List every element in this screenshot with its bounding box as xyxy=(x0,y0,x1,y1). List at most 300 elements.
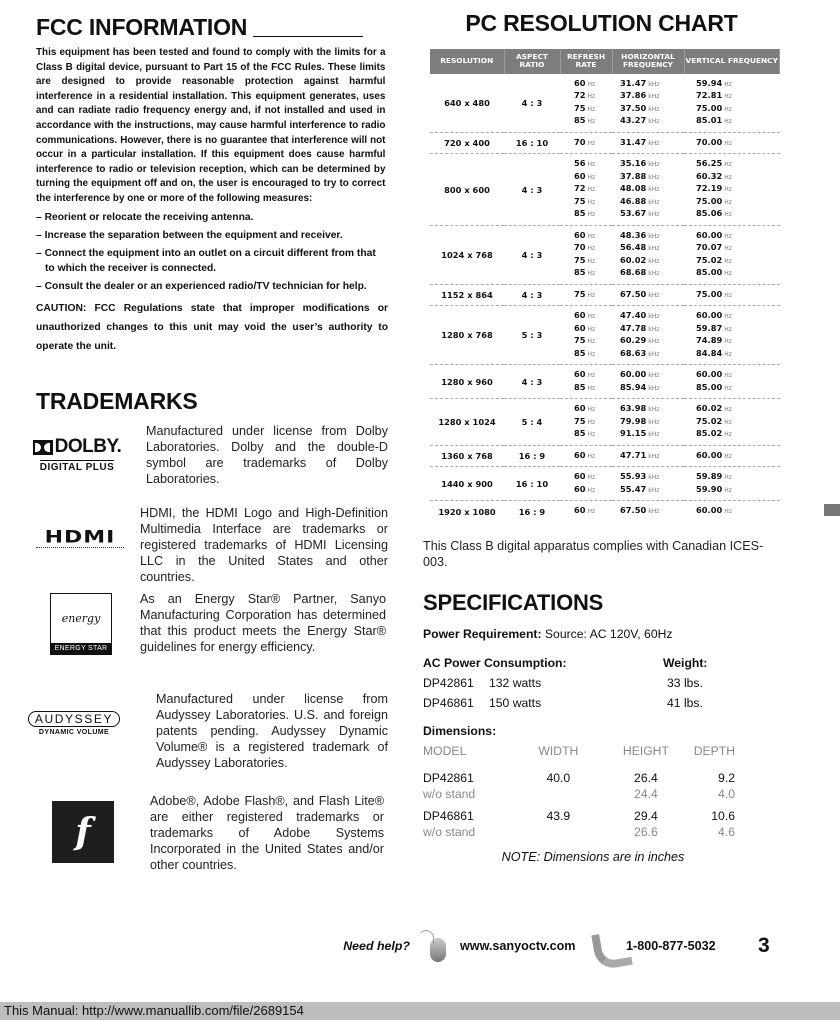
unit-label: kHz xyxy=(648,173,660,181)
vertical-frequency-value: 70.07 xyxy=(696,242,723,253)
refresh-rate-value: 72 xyxy=(574,90,586,101)
resolution-cell: 1280 x 960 xyxy=(430,365,504,399)
audyssey-text: Manufactured under license from Audyssey Laboratories. U.S. and foreign patents pending. Audyssey Dynamic Volume® is a registered trademark of Audyssey Laboratories. xyxy=(156,691,388,771)
unit-label: kHz xyxy=(648,418,660,426)
vertical-frequency-value: 59.94 xyxy=(696,77,723,88)
refresh-rate-value: 60 xyxy=(574,229,586,240)
vertical-frequency xyxy=(684,154,780,226)
resolution-cell: 1360 x 768 xyxy=(430,445,504,467)
measure-item: – Increase the separation between the equipment and receiver. xyxy=(36,229,343,241)
col-header: VERTICAL FREQUENCY xyxy=(684,49,780,74)
refresh-rate-value: 56 xyxy=(574,158,586,169)
table-row xyxy=(430,399,780,446)
vertical-frequency-value: 60.00 xyxy=(696,449,723,460)
unit-label: Hz xyxy=(724,80,732,88)
table-row xyxy=(430,445,780,467)
refresh-rate-value: 72 xyxy=(574,183,586,194)
vertical-frequency xyxy=(684,445,780,467)
side-tab-marker xyxy=(824,504,840,516)
refresh-rate xyxy=(560,306,612,365)
horizontal-frequency-value: 68.63 xyxy=(620,347,647,358)
unit-label: Hz xyxy=(587,257,596,265)
col-header: RESOLUTION xyxy=(430,49,504,74)
audyssey-logo-word: AUDYSSEY xyxy=(28,711,120,727)
fcc-heading xyxy=(36,14,388,41)
refresh-rate-value: 60 xyxy=(574,403,586,414)
resolution-cell: 1440 x 900 xyxy=(430,467,504,501)
unit-label: Hz xyxy=(587,232,596,240)
unit-label: Hz xyxy=(587,270,596,278)
vertical-frequency-value: 60.32 xyxy=(696,170,723,181)
table-row xyxy=(430,284,780,306)
unit-label: Hz xyxy=(724,338,732,346)
unit-label: Hz xyxy=(587,325,596,333)
power-value: Source: AC 120V, 60Hz xyxy=(544,626,673,641)
unit-label: Hz xyxy=(724,245,732,253)
horizontal-frequency-value: 91.15 xyxy=(620,428,647,439)
dim-height: 29.4 xyxy=(634,808,658,823)
refresh-rate-value: 60 xyxy=(574,322,586,333)
refresh-rate xyxy=(560,132,612,154)
table-row xyxy=(430,365,780,399)
refresh-rate xyxy=(560,501,612,522)
consumption-row xyxy=(423,676,663,690)
unit-label: Hz xyxy=(724,508,732,516)
dim-sub-depth: 4.6 xyxy=(718,824,735,839)
page-number: 3 xyxy=(758,934,770,957)
audyssey-logo-sub: DYNAMIC VOLUME xyxy=(38,729,110,737)
dolby-logo-icon xyxy=(26,435,128,475)
trademark-adobe xyxy=(36,793,388,877)
col-header: HORIZONTAL FREQUENCY xyxy=(612,49,684,74)
unit-label: kHz xyxy=(648,245,660,253)
unit-label: kHz xyxy=(648,486,660,494)
dim-depth: 10.6 xyxy=(711,808,735,823)
vertical-frequency xyxy=(684,132,780,154)
canada-compliance: This Class B digital apparatus complies with Canadian ICES-003. xyxy=(423,538,764,569)
unit-label: kHz xyxy=(648,452,660,460)
trademark-dolby xyxy=(36,423,388,503)
dim-depth: 9.2 xyxy=(718,770,735,785)
vertical-frequency-value: 75.02 xyxy=(696,254,723,265)
table-row xyxy=(430,74,780,133)
specifications-title: SPECIFICATIONS xyxy=(423,589,604,615)
refresh-rate xyxy=(560,225,612,284)
col-header: REFRESH RATE xyxy=(560,49,612,74)
unit-label: Hz xyxy=(587,384,596,392)
unit-label: kHz xyxy=(648,325,660,333)
refresh-rate-value: 70 xyxy=(574,242,586,253)
aspect-cell: 5 : 4 xyxy=(504,399,560,446)
horizontal-frequency-value: 53.67 xyxy=(620,208,647,219)
horizontal-frequency-value: 60.00 xyxy=(620,369,647,380)
refresh-rate-value: 60 xyxy=(574,170,586,181)
refresh-rate xyxy=(560,399,612,446)
resolution-cell: 1920 x 1080 xyxy=(430,501,504,522)
unit-label: Hz xyxy=(724,325,732,333)
model-name: DP46861 xyxy=(423,695,474,710)
refresh-rate-value: 60 xyxy=(574,310,586,321)
unit-label: kHz xyxy=(648,384,660,392)
hdmi-text: HDMI, the HDMI Logo and High-Definition Multimedia Interface are trademarks or registered trademarks of HDMI Licensing LLC in the United States and other countries. xyxy=(140,505,388,585)
refresh-rate-value: 85 xyxy=(574,208,586,219)
vertical-frequency xyxy=(684,284,780,306)
unit-label: Hz xyxy=(587,508,596,516)
unit-label: kHz xyxy=(648,313,660,321)
energy-script: energy xyxy=(61,611,101,625)
horizontal-frequency-value: 37.50 xyxy=(620,102,647,113)
refresh-rate-value: 85 xyxy=(574,347,586,358)
resolution-cell: 1024 x 768 xyxy=(430,225,504,284)
model-weight: 41 lbs. xyxy=(667,695,703,710)
unit-label: Hz xyxy=(724,350,732,358)
fcc-body: This equipment has been tested and found to comply with the limits for a Class B digital device, pursuant to Part 15 of the FCC Rules. These limits are designed to provide reasonable protection against harmful interference in a residential installation. This equipment generates, uses and can radiate radio frequency energy and, if not installed and used in accordance with the instructions, may cause harmful interference to radio communications. However, there is no guarantee that interference will not occur in a particular installation. If this equipment does cause harmful interference to radio or television reception, which can be determined by turning the equipment off and on, the user is encouraged to try to correct the interference by one or more of the following measures: xyxy=(36,47,386,204)
dim-col-header: DEPTH xyxy=(693,743,735,758)
fcc-title: FCC INFORMATION xyxy=(36,14,248,40)
dimensions-note: NOTE: Dimensions are in inches xyxy=(501,849,685,864)
resolution-table-body xyxy=(430,74,780,522)
phone-number: 1-800-877-5032 xyxy=(626,939,716,953)
dim-sub-height: 26.6 xyxy=(634,824,658,839)
model-name: DP42861 xyxy=(423,675,474,690)
unit-label: kHz xyxy=(648,211,660,219)
refresh-rate-value: 75 xyxy=(574,254,586,265)
unit-label: Hz xyxy=(724,118,732,126)
unit-label: Hz xyxy=(724,93,732,101)
aspect-cell: 4 : 3 xyxy=(521,97,543,108)
horizontal-frequency xyxy=(612,284,684,306)
unit-label: kHz xyxy=(648,431,660,439)
vertical-frequency-value: 85.00 xyxy=(696,267,723,278)
refresh-rate-value: 75 xyxy=(574,102,586,113)
trademark-audyssey xyxy=(36,691,388,793)
unit-label: kHz xyxy=(648,161,660,169)
vertical-frequency-value: 85.01 xyxy=(696,115,723,126)
horizontal-frequency-value: 55.93 xyxy=(620,471,647,482)
source-bar xyxy=(0,1002,840,1020)
vertical-frequency-value: 60.00 xyxy=(696,310,723,321)
trademarks-title: TRADEMARKS xyxy=(36,387,198,414)
vertical-frequency xyxy=(684,501,780,522)
help-footer xyxy=(330,928,780,964)
audyssey-logo-icon xyxy=(26,711,122,737)
dim-col-header: WIDTH xyxy=(538,743,579,758)
unit-label: Hz xyxy=(587,372,596,380)
horizontal-frequency-value: 37.86 xyxy=(620,90,647,101)
unit-label: kHz xyxy=(648,80,660,88)
right-column xyxy=(423,10,783,864)
unit-label: Hz xyxy=(587,105,596,113)
unit-label: Hz xyxy=(724,452,732,460)
unit-label: Hz xyxy=(587,186,596,194)
resolution-table xyxy=(430,49,780,522)
unit-label: Hz xyxy=(724,313,732,321)
adobe-text: Adobe®, Adobe Flash®, and Flash Lite® are either registered trademarks or trademarks of Adobe Systems Incorporated in the United States and/or other countries. xyxy=(150,793,384,873)
vertical-frequency-value: 59.87 xyxy=(696,322,723,333)
model-weight: 33 lbs. xyxy=(667,675,703,690)
horizontal-frequency xyxy=(612,501,684,522)
unit-label: Hz xyxy=(724,474,732,482)
unit-label: kHz xyxy=(648,118,660,126)
unit-label: kHz xyxy=(648,474,660,482)
horizontal-frequency-value: 67.50 xyxy=(620,505,647,516)
unit-label: kHz xyxy=(648,372,660,380)
dolby-logo-sub: DIGITAL PLUS xyxy=(39,462,115,474)
dim-col-header: MODEL xyxy=(423,743,467,758)
vertical-frequency xyxy=(684,74,780,133)
unit-label: Hz xyxy=(724,139,732,147)
aspect-cell: 4 : 3 xyxy=(504,225,560,284)
hdmi-logo-icon xyxy=(34,523,126,551)
trademark-hdmi xyxy=(36,505,388,587)
consumption-label: AC Power Consumption: xyxy=(423,655,567,670)
unit-label: kHz xyxy=(648,338,660,346)
horizontal-frequency-value: 47.40 xyxy=(620,310,647,321)
table-row xyxy=(430,225,780,284)
resolution-cell: 1280 x 1024 xyxy=(430,399,504,446)
source-link[interactable]: This Manual: http://www.manuallib.com/file/2689154 xyxy=(4,1003,304,1018)
col-header: ASPECT RATIO xyxy=(504,49,560,74)
refresh-rate xyxy=(560,284,612,306)
unit-label: Hz xyxy=(587,245,596,253)
pc-chart-title: PC RESOLUTION CHART xyxy=(465,10,738,36)
unit-label: Hz xyxy=(724,211,732,219)
mouse-icon xyxy=(414,928,456,964)
dim-height: 26.4 xyxy=(634,770,658,785)
unit-label: Hz xyxy=(587,474,596,482)
dim-model: DP46861 xyxy=(423,808,474,823)
double-d-icon xyxy=(33,440,53,455)
refresh-rate-value: 85 xyxy=(574,381,586,392)
unit-label: Hz xyxy=(724,105,732,113)
vertical-frequency-value: 72.81 xyxy=(696,90,723,101)
refresh-rate xyxy=(560,365,612,399)
dim-width: 43.9 xyxy=(546,808,571,823)
unit-label: Hz xyxy=(724,431,732,439)
refresh-rate-value: 70 xyxy=(574,136,586,147)
vertical-frequency-value: 56.25 xyxy=(696,158,723,169)
dim-sub-height: 24.4 xyxy=(634,786,658,801)
unit-label: Hz xyxy=(587,93,596,101)
aspect-cell: 16 : 10 xyxy=(504,467,560,501)
horizontal-frequency-value: 85.94 xyxy=(620,381,647,392)
horizontal-frequency-value: 35.16 xyxy=(620,158,647,169)
dim-sub-depth: 4.0 xyxy=(718,786,735,801)
horizontal-frequency xyxy=(612,225,684,284)
dim-sub-row xyxy=(423,786,743,802)
vertical-frequency xyxy=(684,399,780,446)
dim-sub-row xyxy=(423,824,743,840)
horizontal-frequency xyxy=(612,445,684,467)
measure-item: – Connect the equipment into an outlet on a circuit different from that to which the receiver is connected. xyxy=(36,248,376,274)
vertical-frequency-value: 59.89 xyxy=(696,471,723,482)
unit-label: kHz xyxy=(648,232,660,240)
resolution-cell: 1280 x 768 xyxy=(430,306,504,365)
unit-label: Hz xyxy=(587,118,596,126)
vertical-frequency-value: 60.02 xyxy=(696,403,723,414)
consumption-weight xyxy=(423,656,783,710)
horizontal-frequency xyxy=(612,467,684,501)
horizontal-frequency-value: 55.47 xyxy=(620,483,647,494)
horizontal-frequency-value: 60.29 xyxy=(620,335,647,346)
unit-label: kHz xyxy=(648,105,660,113)
unit-label: Hz xyxy=(587,431,596,439)
energy-star-logo-icon xyxy=(50,593,112,655)
fcc-caution: CAUTION: FCC Regulations state that improper modifications or unauthorized changes to this unit may void the user’s authority to operate the unit. xyxy=(36,302,388,352)
unit-label: kHz xyxy=(648,291,660,299)
unit-label: Hz xyxy=(724,270,732,278)
dim-row xyxy=(423,770,743,786)
table-row xyxy=(430,154,780,226)
vertical-frequency-value: 60.00 xyxy=(696,505,723,516)
refresh-rate-value: 75 xyxy=(574,288,586,299)
vertical-frequency-value: 85.00 xyxy=(696,381,723,392)
aspect-cell: 4 : 3 xyxy=(504,284,560,306)
left-column xyxy=(36,14,388,877)
horizontal-frequency xyxy=(612,306,684,365)
dim-model: DP42861 xyxy=(423,770,474,785)
unit-label: Hz xyxy=(587,350,596,358)
horizontal-frequency xyxy=(612,132,684,154)
vertical-frequency xyxy=(684,306,780,365)
model-watts: 150 watts xyxy=(489,695,542,710)
unit-label: kHz xyxy=(648,257,660,265)
dim-width: 40.0 xyxy=(546,770,571,785)
horizontal-frequency-value: 60.02 xyxy=(620,254,647,265)
unit-label: Hz xyxy=(587,486,596,494)
energy-text: As an Energy Star® Partner, Sanyo Manufacturing Corporation has determined that this product meets the Energy Star® guidelines for energy efficiency. xyxy=(140,591,386,655)
refresh-rate-value: 60 xyxy=(574,77,586,88)
refresh-rate-value: 60 xyxy=(574,505,586,516)
unit-label: Hz xyxy=(724,257,732,265)
vertical-frequency-value: 59.90 xyxy=(696,483,723,494)
model-watts: 132 watts xyxy=(489,675,542,690)
unit-label: kHz xyxy=(648,139,660,147)
aspect-cell: 4 : 3 xyxy=(504,365,560,399)
measure-item: – Reorient or relocate the receiving antenna. xyxy=(36,211,254,223)
horizontal-frequency-value: 47.71 xyxy=(620,449,647,460)
website-link[interactable]: www.sanyoctv.com xyxy=(460,939,576,953)
horizontal-frequency-value: 31.47 xyxy=(620,77,647,88)
unit-label: kHz xyxy=(648,406,660,414)
refresh-rate-value: 60 xyxy=(574,369,586,380)
dimensions-table xyxy=(423,744,743,840)
aspect-cell: 16 : 9 xyxy=(504,445,560,467)
dim-sub-label: w/o stand xyxy=(423,786,476,801)
unit-label: Hz xyxy=(587,313,596,321)
horizontal-frequency-value: 43.27 xyxy=(620,115,647,126)
horizontal-frequency xyxy=(612,74,684,133)
need-help-label: Need help? xyxy=(343,939,410,953)
unit-label: Hz xyxy=(587,338,596,346)
trademark-energy xyxy=(36,591,388,691)
resolution-cell: 640 x 480 xyxy=(444,97,490,108)
resolution-cell: 800 x 600 xyxy=(430,154,504,226)
dolby-text: Manufactured under license from Dolby Laboratories. Dolby and the double-D symbol are trademarks of Dolby Laboratories. xyxy=(146,423,388,487)
aspect-cell: 4 : 3 xyxy=(504,154,560,226)
aspect-cell: 5 : 3 xyxy=(504,306,560,365)
unit-label: Hz xyxy=(587,418,596,426)
unit-label: Hz xyxy=(724,406,732,414)
vertical-frequency-value: 72.19 xyxy=(696,183,723,194)
phone-icon xyxy=(590,928,626,964)
dolby-logo-word: DOLBY. xyxy=(54,436,122,458)
table-row xyxy=(430,132,780,154)
consumption-row xyxy=(423,696,663,710)
table-header-row xyxy=(430,49,780,74)
vertical-frequency-value: 60.00 xyxy=(696,229,723,240)
horizontal-frequency-value: 56.48 xyxy=(620,242,647,253)
vertical-frequency-value: 85.06 xyxy=(696,208,723,219)
refresh-rate-value: 85 xyxy=(574,428,586,439)
vertical-frequency xyxy=(684,365,780,399)
unit-label: Hz xyxy=(587,406,596,414)
dimensions-label: Dimensions: xyxy=(423,723,497,738)
unit-label: Hz xyxy=(587,139,596,147)
horizontal-frequency-value: 31.47 xyxy=(620,136,647,147)
vertical-frequency-value: 75.00 xyxy=(696,195,723,206)
unit-label: Hz xyxy=(587,291,596,299)
horizontal-frequency-value: 79.98 xyxy=(620,415,647,426)
unit-label: Hz xyxy=(724,161,732,169)
refresh-rate-value: 60 xyxy=(574,471,586,482)
horizontal-frequency xyxy=(612,365,684,399)
vertical-frequency-value: 60.00 xyxy=(696,369,723,380)
horizontal-frequency-value: 47.78 xyxy=(620,322,647,333)
unit-label: kHz xyxy=(648,93,660,101)
refresh-rate xyxy=(560,445,612,467)
unit-label: Hz xyxy=(724,173,732,181)
horizontal-frequency-value: 63.98 xyxy=(620,403,647,414)
power-requirement xyxy=(423,626,783,642)
refresh-rate-value: 85 xyxy=(574,267,586,278)
table-row xyxy=(430,501,780,522)
fcc-measures xyxy=(36,211,388,295)
refresh-rate-value: 75 xyxy=(574,195,586,206)
unit-label: Hz xyxy=(587,161,596,169)
unit-label: kHz xyxy=(648,198,660,206)
hdmi-logo-word: HDMI xyxy=(44,527,116,547)
unit-label: kHz xyxy=(648,186,660,194)
unit-label: Hz xyxy=(724,486,732,494)
horizontal-frequency xyxy=(612,399,684,446)
unit-label: Hz xyxy=(724,372,732,380)
dim-row xyxy=(423,802,743,824)
table-row xyxy=(430,306,780,365)
measure-item: – Consult the dealer or an experienced radio/TV technician for help. xyxy=(36,281,367,293)
vertical-frequency-value: 75.00 xyxy=(696,102,723,113)
unit-label: Hz xyxy=(724,384,732,392)
dim-sub-label: w/o stand xyxy=(423,824,476,839)
refresh-rate-value: 75 xyxy=(574,415,586,426)
resolution-cell: 1152 x 864 xyxy=(430,284,504,306)
unit-label: Hz xyxy=(587,80,596,88)
flash-logo-icon: f xyxy=(52,801,114,863)
vertical-frequency-value: 75.00 xyxy=(696,288,723,299)
horizontal-frequency xyxy=(612,154,684,226)
horizontal-frequency-value: 48.36 xyxy=(620,229,647,240)
aspect-cell: 16 : 9 xyxy=(504,501,560,522)
refresh-rate-value: 60 xyxy=(574,449,586,460)
dim-header-row xyxy=(423,744,743,770)
vertical-frequency-value: 75.02 xyxy=(696,415,723,426)
unit-label: Hz xyxy=(587,173,596,181)
weight-label: Weight: xyxy=(663,655,708,670)
horizontal-frequency-value: 37.88 xyxy=(620,170,647,181)
unit-label: Hz xyxy=(587,198,596,206)
vertical-frequency xyxy=(684,225,780,284)
energy-band-text: ENERGY STAR xyxy=(51,643,111,654)
